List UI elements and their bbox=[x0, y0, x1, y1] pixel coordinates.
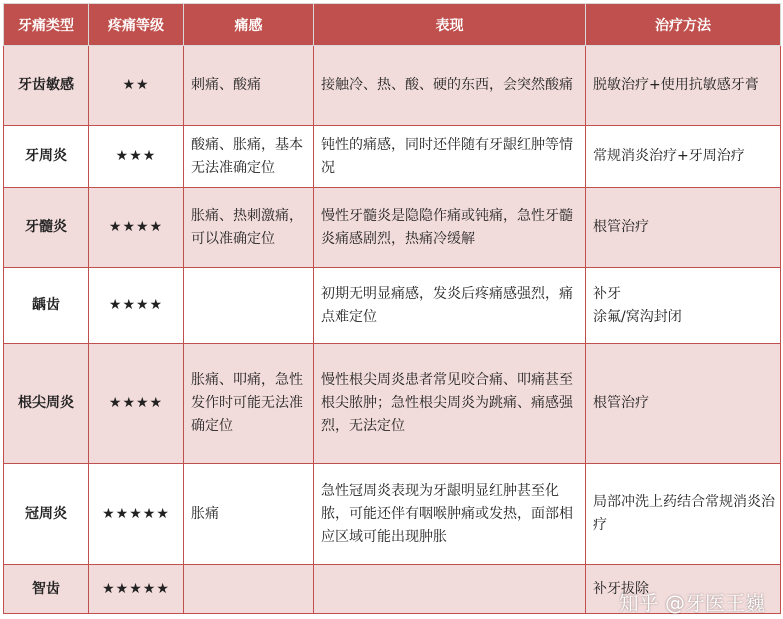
cell-symptoms: 慢性牙髓炎是隐隐作痛或钝痛，急性牙髓炎痛感剧烈，热痛冷缓解 bbox=[314, 188, 586, 268]
cell-type: 牙齿敏感 bbox=[4, 46, 89, 126]
table-row bbox=[4, 464, 781, 565]
header-level: 疼痛等级 bbox=[89, 4, 184, 46]
cell-treatment: 脱敏治疗+使用抗敏感牙膏 bbox=[586, 46, 781, 126]
cell-pain bbox=[184, 268, 314, 344]
cell-pain: 酸痛、胀痛，基本无法准确定位 bbox=[184, 126, 314, 188]
table-row bbox=[4, 268, 781, 344]
cell-treatment: 常规消炎治疗+牙周治疗 bbox=[586, 126, 781, 188]
cell-level: ★★★★★ bbox=[89, 565, 184, 614]
cell-treatment: 补牙 涂氟/窝沟封闭 bbox=[586, 268, 781, 344]
cell-treatment: 局部冲洗上药结合常规消炎治疗 bbox=[586, 464, 781, 565]
header-type: 牙痛类型 bbox=[4, 4, 89, 46]
cell-symptoms: 接触冷、热、酸、硬的东西，会突然酸痛 bbox=[314, 46, 586, 126]
header-row bbox=[4, 4, 781, 46]
cell-type: 智齿 bbox=[4, 565, 89, 614]
cell-symptoms: 钝性的痛感，同时还伴随有牙龈红肿等情况 bbox=[314, 126, 586, 188]
table-row bbox=[4, 188, 781, 268]
cell-level: ★★★★ bbox=[89, 188, 184, 268]
cell-symptoms: 慢性根尖周炎患者常见咬合痛、叩痛甚至根尖脓肿；急性根尖周炎为跳痛、痛感强烈，无法定位 bbox=[314, 344, 586, 464]
cell-pain: 胀痛 bbox=[184, 464, 314, 565]
cell-pain: 胀痛、热刺激痛，可以准确定位 bbox=[184, 188, 314, 268]
cell-level: ★★ bbox=[89, 46, 184, 126]
cell-type: 冠周炎 bbox=[4, 464, 89, 565]
cell-symptoms: 急性冠周炎表现为牙龈明显红肿甚至化脓，可能还伴有咽喉肿痛或发热，面部相应区域可能出现肿胀 bbox=[314, 464, 586, 565]
header-symptoms: 表现 bbox=[314, 4, 586, 46]
table-row bbox=[4, 46, 781, 126]
cell-type: 牙髓炎 bbox=[4, 188, 89, 268]
cell-level: ★★★★★ bbox=[89, 464, 184, 565]
toothache-table bbox=[3, 3, 781, 614]
table-row bbox=[4, 344, 781, 464]
header-treatment: 治疗方法 bbox=[586, 4, 781, 46]
cell-level: ★★★★ bbox=[89, 344, 184, 464]
cell-level: ★★★ bbox=[89, 126, 184, 188]
cell-treatment: 补牙拔除 bbox=[586, 565, 781, 614]
table-row bbox=[4, 565, 781, 614]
cell-treatment: 根管治疗 bbox=[586, 188, 781, 268]
cell-type: 根尖周炎 bbox=[4, 344, 89, 464]
table-row bbox=[4, 126, 781, 188]
cell-treatment: 根管治疗 bbox=[586, 344, 781, 464]
cell-level: ★★★★ bbox=[89, 268, 184, 344]
watermark: 知乎 @牙医王巍 bbox=[618, 591, 765, 615]
cell-pain: 胀痛、叩痛，急性发作时可能无法准确定位 bbox=[184, 344, 314, 464]
cell-pain: 刺痛、酸痛 bbox=[184, 46, 314, 126]
cell-pain bbox=[184, 565, 314, 614]
cell-type: 龋齿 bbox=[4, 268, 89, 344]
cell-type: 牙周炎 bbox=[4, 126, 89, 188]
header-pain: 痛感 bbox=[184, 4, 314, 46]
cell-symptoms: 初期无明显痛感，发炎后疼痛感强烈，痛点难定位 bbox=[314, 268, 586, 344]
cell-symptoms bbox=[314, 565, 586, 614]
